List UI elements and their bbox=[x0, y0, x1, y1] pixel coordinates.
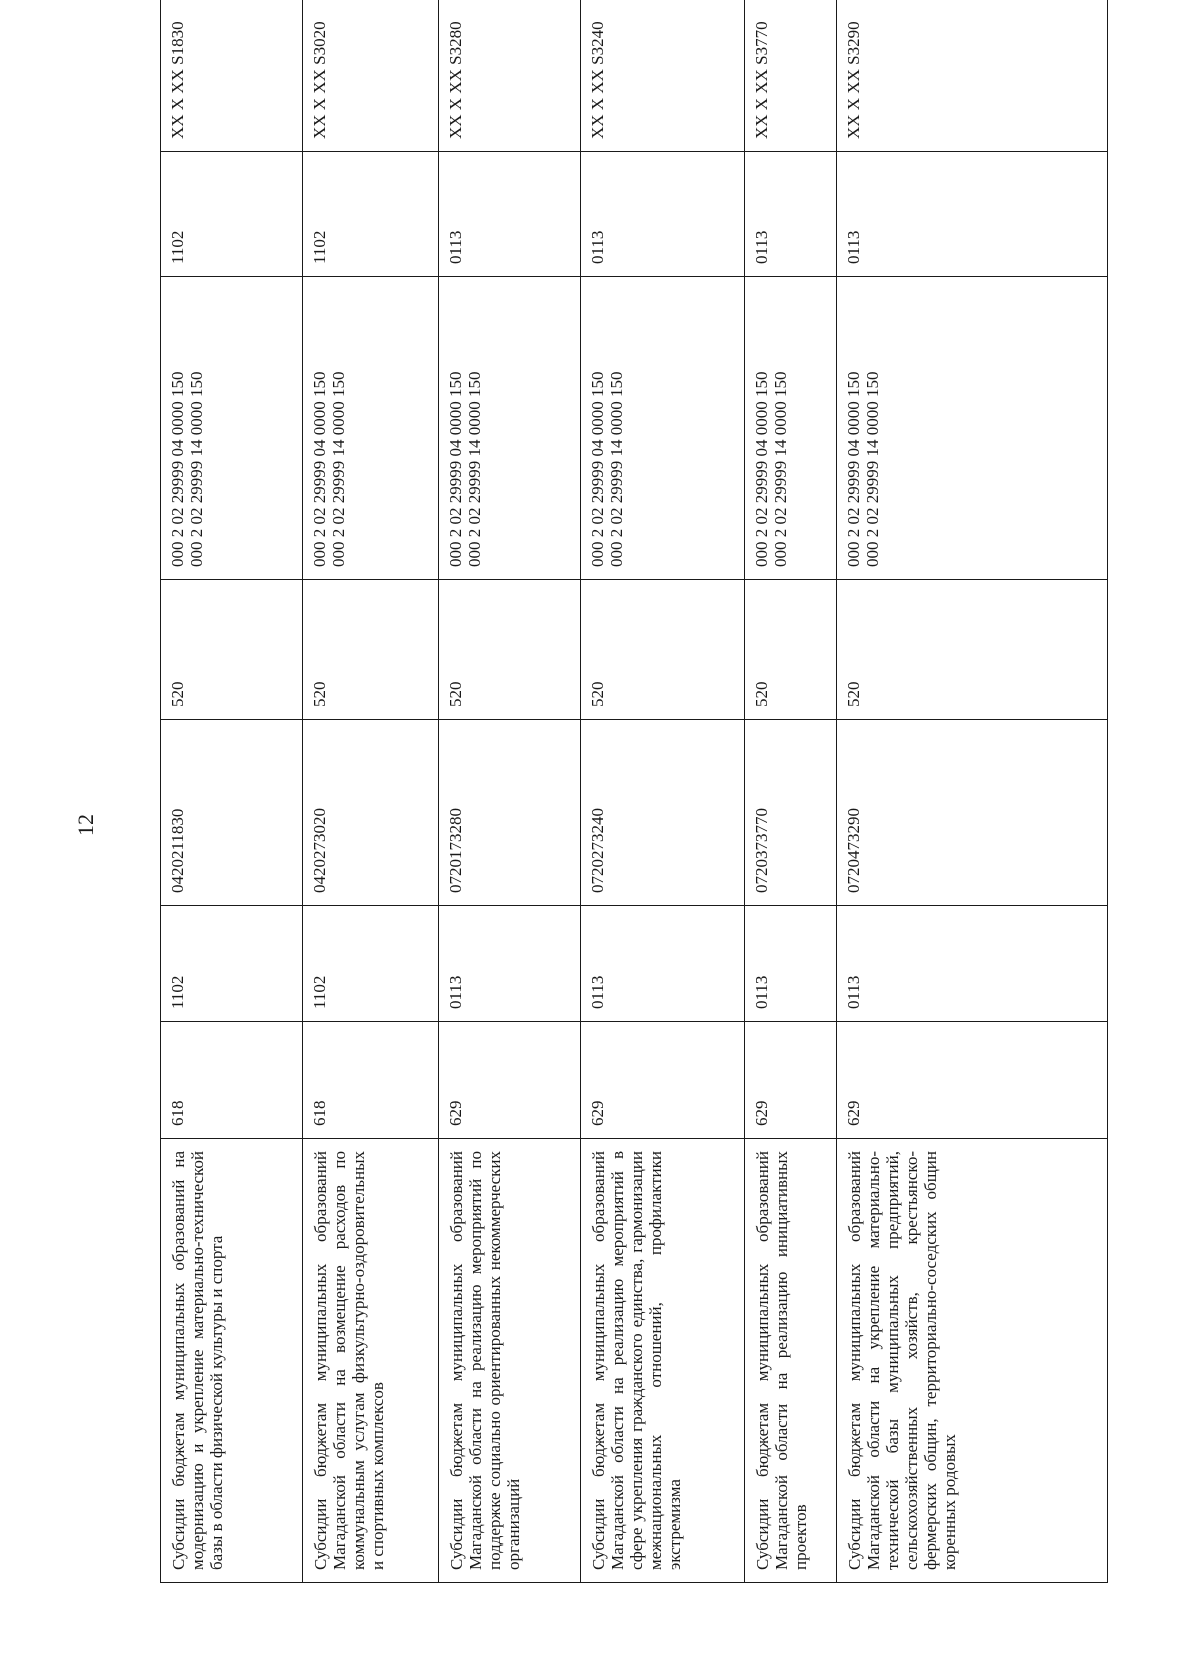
col4-cell: 520 bbox=[161, 580, 303, 720]
col2-cell: 1102 bbox=[303, 906, 439, 1022]
col6-cell: 0113 bbox=[837, 152, 1108, 277]
col4-cell: 520 bbox=[581, 580, 745, 720]
table-row bbox=[303, 0, 439, 1583]
subsidy-table bbox=[160, 0, 1108, 1583]
description-cell: Субсидии бюджетам муниципальных образований Магаданской области на реализацию мероприятий в сфере укрепления гражданского единства, гармонизации межнациональных отношений, профилактики экстремизма bbox=[581, 1139, 745, 1583]
col3-cell: 0720173280 bbox=[439, 720, 581, 906]
col1-cell: 618 bbox=[161, 1022, 303, 1139]
col3-cell: 0720473290 bbox=[837, 720, 1108, 906]
col5-line1: 000 2 02 29999 04 0000 150 bbox=[588, 371, 607, 567]
col5-cell bbox=[837, 277, 1108, 580]
col6-cell: 0113 bbox=[581, 152, 745, 277]
col6-cell: 1102 bbox=[303, 152, 439, 277]
table-row bbox=[837, 0, 1108, 1583]
col5-line2: 000 2 02 29999 14 0000 150 bbox=[770, 371, 790, 567]
col2-cell: 0113 bbox=[581, 906, 745, 1022]
description-cell: Субсидии бюджетам муниципальных образований Магаданской области на укрепление материально-технической базы муниципальных предприятий, сельскохозяйственных хозяйств, крестьянско-фермерских общин, территориально-соседских общин коренных родовых bbox=[837, 1139, 1108, 1583]
table-row bbox=[439, 0, 581, 1583]
col6-cell: 1102 bbox=[161, 152, 303, 277]
col7-cell: XX X XX S3290 bbox=[837, 0, 1108, 152]
col5-cell bbox=[745, 277, 837, 580]
col7-cell: XX X XX S3020 bbox=[303, 0, 439, 152]
col5-line2: 000 2 02 29999 14 0000 150 bbox=[862, 371, 882, 567]
col6-cell: 0113 bbox=[439, 152, 581, 277]
page-number: 12 bbox=[73, 814, 98, 836]
col1-cell: 629 bbox=[837, 1022, 1108, 1139]
col5-cell bbox=[581, 277, 745, 580]
col5-line1: 000 2 02 29999 04 0000 150 bbox=[752, 371, 771, 567]
col3-cell: 0420211830 bbox=[161, 720, 303, 906]
description-cell: Субсидии бюджетам муниципальных образований Магаданской области на реализацию мероприятий по поддержке социально ориентированных некоммерческих организаций bbox=[439, 1139, 581, 1583]
col5-cell bbox=[439, 277, 581, 580]
col4-cell: 520 bbox=[303, 580, 439, 720]
col4-cell: 520 bbox=[837, 580, 1108, 720]
col3-cell: 0720273240 bbox=[581, 720, 745, 906]
col4-cell: 520 bbox=[439, 580, 581, 720]
col1-cell: 629 bbox=[439, 1022, 581, 1139]
col5-line1: 000 2 02 29999 04 0000 150 bbox=[310, 371, 329, 567]
col7-cell: XX X XX S3770 bbox=[745, 0, 837, 152]
description-cell: Субсидии бюджетам муниципальных образований Магаданской области на реализацию инициативных проектов bbox=[745, 1139, 837, 1583]
table-row bbox=[581, 0, 745, 1583]
col7-cell: XX X XX S3240 bbox=[581, 0, 745, 152]
description-cell: Субсидии бюджетам муниципальных образований на модернизацию и укрепление материально-технической базы в области физической культуры и спорта bbox=[161, 1139, 303, 1583]
col5-line1: 000 2 02 29999 04 0000 150 bbox=[844, 371, 863, 567]
col1-cell: 618 bbox=[303, 1022, 439, 1139]
col7-cell: XX X XX S3280 bbox=[439, 0, 581, 152]
table-row bbox=[745, 0, 837, 1583]
col1-cell: 629 bbox=[581, 1022, 745, 1139]
table-row bbox=[161, 0, 303, 1583]
col1-cell: 629 bbox=[745, 1022, 837, 1139]
description-cell: Субсидии бюджетам муниципальных образований Магаданской области на возмещение расходов по коммунальным услугам физкультурно-оздоровительных и спортивных комплексов bbox=[303, 1139, 439, 1583]
col3-cell: 0420273020 bbox=[303, 720, 439, 906]
col3-cell: 0720373770 bbox=[745, 720, 837, 906]
col5-line2: 000 2 02 29999 14 0000 150 bbox=[328, 371, 348, 567]
col5-cell bbox=[161, 277, 303, 580]
col5-line1: 000 2 02 29999 04 0000 150 bbox=[168, 371, 187, 567]
col5-line1: 000 2 02 29999 04 0000 150 bbox=[446, 371, 465, 567]
col2-cell: 0113 bbox=[439, 906, 581, 1022]
col6-cell: 0113 bbox=[745, 152, 837, 277]
col4-cell: 520 bbox=[745, 580, 837, 720]
rotated-table-container bbox=[160, 21, 1107, 1583]
col2-cell: 0113 bbox=[745, 906, 837, 1022]
col5-line2: 000 2 02 29999 14 0000 150 bbox=[606, 371, 626, 567]
col7-cell: XX X XX S1830 bbox=[161, 0, 303, 152]
col5-line2: 000 2 02 29999 14 0000 150 bbox=[464, 371, 484, 567]
col2-cell: 1102 bbox=[161, 906, 303, 1022]
col2-cell: 0113 bbox=[837, 906, 1108, 1022]
col5-line2: 000 2 02 29999 14 0000 150 bbox=[186, 371, 206, 567]
col5-cell bbox=[303, 277, 439, 580]
